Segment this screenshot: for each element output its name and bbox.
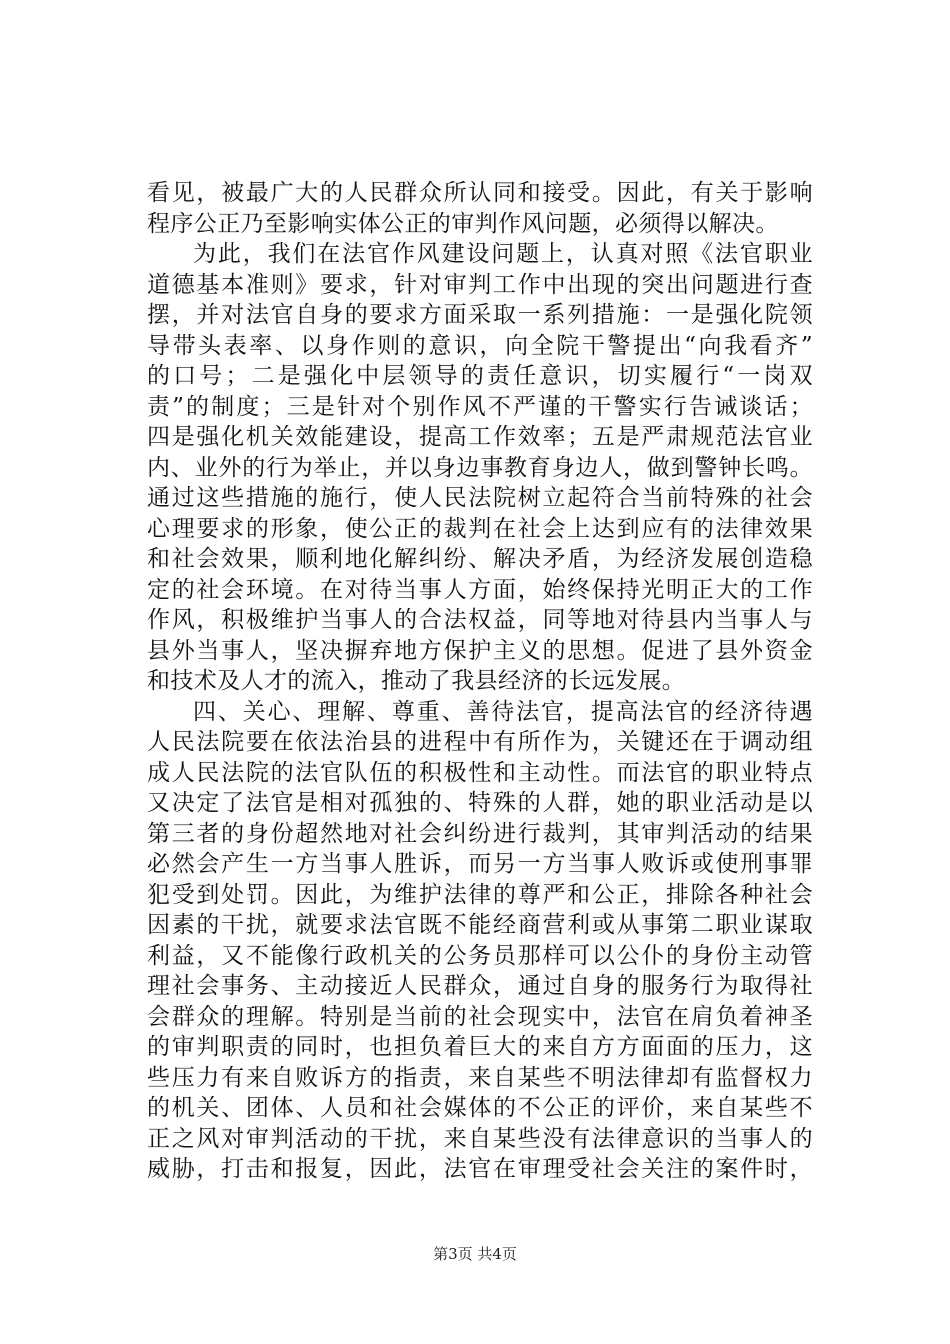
- text-line: 理社会事务、主动接近人民群众，通过自身的服务行为取得社: [147, 973, 813, 999]
- text-line: 为此，我们在法官作风建设问题上，认真对照《法官职业: [193, 241, 813, 267]
- text-line: 通过这些措施的施行，使人民法院树立起符合当前特殊的社会: [147, 485, 813, 511]
- document-body: [147, 178, 813, 1185]
- text-line: 必然会产生一方当事人胜诉，而另一方当事人败诉或使刑事罪: [147, 851, 813, 877]
- text-line: 和技术及人才的流入，推动了我县经济的长远发展。: [147, 668, 686, 694]
- text-line: 第三者的身份超然地对社会纠纷进行裁判，其审判活动的结果: [147, 820, 813, 847]
- text-line: 威胁，打击和报复，因此，法官在审理受社会关注的案件时，: [147, 1156, 813, 1182]
- text-line: 和社会效果，顺利地化解纠纷、解决矛盾，为经济发展创造稳: [147, 546, 813, 572]
- text-line: 利益，又不能像行政机关的公务员那样可以公仆的身份主动管: [147, 942, 813, 969]
- text-line: 看见，被最广大的人民群众所认同和接受。因此，有关于影响: [147, 180, 813, 206]
- text-line: 成人民法院的法官队伍的积极性和主动性。而法官的职业特点: [147, 759, 813, 786]
- text-line: 的口号；二是强化中层领导的责任意识，切实履行“一岗双: [147, 363, 813, 389]
- text-line: 定的社会环境。在对待当事人方面，始终保持光明正大的工作: [147, 576, 813, 603]
- text-line: 正之风对审判活动的干扰，来自某些没有法律意识的当事人的: [147, 1125, 813, 1152]
- text-line: 程序公正乃至影响实体公正的审判作风问题，必须得以解决。: [147, 210, 779, 237]
- text-line: 的机关、团体、人员和社会媒体的不公正的评价，来自某些不: [147, 1095, 813, 1121]
- text-line: 作风，积极维护当事人的合法权益，同等地对待县内当事人与: [147, 607, 813, 633]
- text-line: 会群众的理解。特别是当前的社会现实中，法官在肩负着神圣: [147, 1003, 813, 1030]
- text-line: 四、关心、理解、尊重、善待法官，提高法官的经济待遇: [193, 698, 813, 725]
- text-line: 道德基本准则》要求，针对审判工作中出现的突出问题进行查: [147, 271, 813, 298]
- text-line: 导带头表率、以身作则的意识，向全院干警提出“向我看齐”: [147, 332, 813, 359]
- text-line: 摆，并对法官自身的要求方面采取一系列措施：一是强化院领: [147, 302, 813, 328]
- text-line: 又决定了法官是相对孤独的、特殊的人群，她的职业活动是以: [147, 790, 813, 816]
- text-line: 些压力有来自败诉方的指责，来自某些不明法律却有监督权力: [147, 1064, 813, 1091]
- text-line: 心理要求的形象，使公正的裁判在社会上达到应有的法律效果: [147, 515, 813, 542]
- text-line: 内、业外的行为举止，并以身边事教育身边人，做到警钟长鸣。: [147, 454, 813, 481]
- text-line: 的审判职责的同时，也担负着巨大的来自方方面面的压力，这: [147, 1034, 813, 1060]
- page-footer: 第3页 共4页: [433, 1245, 517, 1263]
- text-line: 因素的干扰，就要求法官既不能经商营利或从事第二职业谋取: [147, 912, 813, 938]
- text-line: 县外当事人，坚决摒弃地方保护主义的思想。促进了县外资金: [147, 637, 813, 664]
- text-line: 责”的制度；三是针对个别作风不严谨的干警实行告诫谈话；: [147, 393, 813, 420]
- text-line: 犯受到处罚。因此，为维护法律的尊严和公正，排除各种社会: [147, 881, 813, 908]
- text-line: 四是强化机关效能建设，提高工作效率；五是严肃规范法官业: [147, 424, 813, 450]
- text-line: 人民法院要在依法治县的进程中有所作为，关键还在于调动组: [147, 729, 813, 755]
